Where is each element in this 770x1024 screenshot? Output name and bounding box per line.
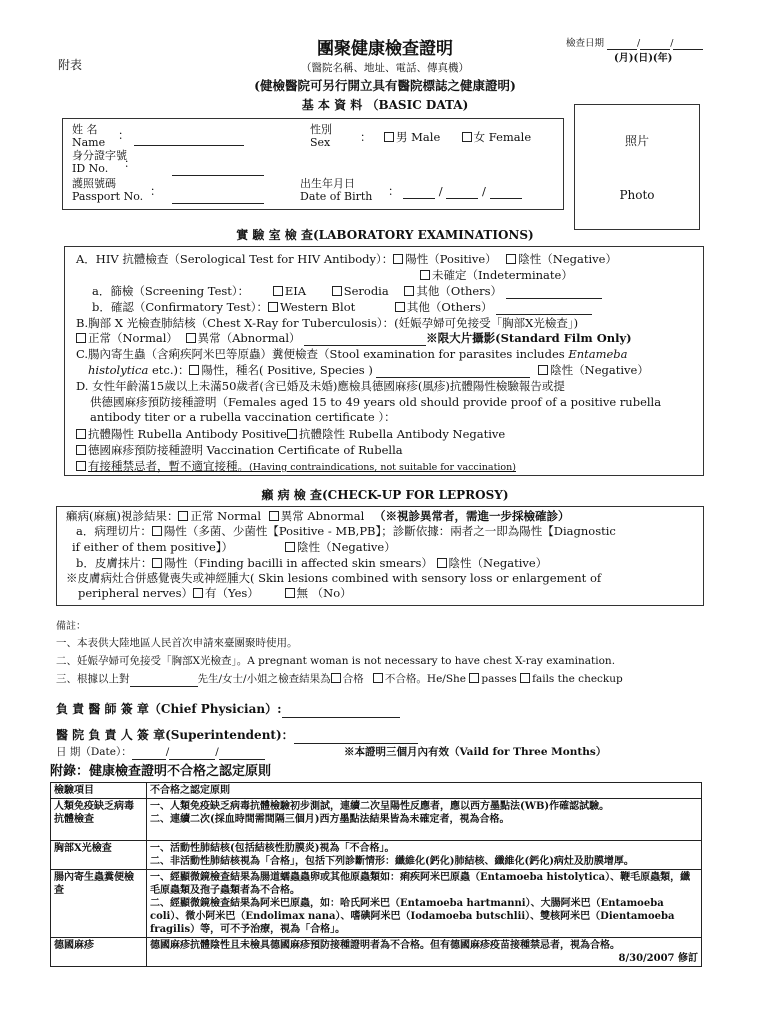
exam-date-month-field[interactable] [607,49,637,50]
table-cell-criteria: 一、經顯微鏡檢查結果為腸道蠕蟲蟲卵或其他原蟲類如：痢疾阿米巴原蟲（Entamoeba histolytica）、鞭毛原蟲類，纖毛原蟲類及孢子蟲類者為不合格。 二、經顯微鏡檢查結果為阿米巴原蟲，如：哈氏阿米巴（Entamoeba hartmanni）、大腸阿米巴（Entamoeba coli）、微小阿米巴（Endolimax nana）、嗜碘阿米巴（Iodamoeba butschlii）、雙核阿米巴（Dientamoeba fragilis）等，可不予治療，視為「合格」。 [147,870,702,938]
note-1: 一、本表供大陸地區人民首次申請來臺團聚時使用。 [56,637,298,649]
rubella-contraindication-checkbox[interactable] [76,461,86,471]
leprosy-title: 癩 病 檢 查(CHECK-UP FOR LEPROSY) [261,488,509,502]
stool-negative-checkbox[interactable] [538,365,548,375]
basic-data-title: 基 本 資 料 （BASIC DATA) [301,98,469,112]
validity-note: ※本證明三個月內有效（Vaild for Three Months） [344,746,607,758]
superintendent-signature-field[interactable] [294,731,418,744]
notes-title: 備註： [56,621,86,632]
name-label: 姓 名 Name [72,123,106,149]
photo-box[interactable] [574,104,700,230]
result-pass-checkbox[interactable] [331,673,341,683]
sign-date-day-field[interactable] [169,759,215,760]
fails-checkbox[interactable] [520,673,530,683]
table-row [51,870,702,938]
biopsy-positive-checkbox[interactable] [152,526,162,536]
table-cell-criteria: 一、人類免疫缺乏病毒抗體檢驗初步測試，連續二次呈陽性反應者，應以西方墨點法(WB)作確認試驗。 二、連續二次(採血時間需間隔三個月)西方墨點法結果皆為未確定者，視為合格。 [147,799,702,841]
xray-abnormal-field[interactable] [304,345,426,346]
hiv-negative-checkbox[interactable] [506,254,516,264]
exam-date: 檢查日期 / / [566,38,703,50]
table-header-criteria: 不合格之認定原則 [147,783,702,799]
photo-label-en: Photo [619,188,655,202]
note-3: 三、根據以上對 先生/女士/小姐之檢查結果為 合格 不合格。He/She passes fails the checkup [56,673,623,685]
dob-month-field[interactable] [403,198,435,199]
hiv-positive-checkbox[interactable] [393,254,403,264]
sex-label: 性別 Sex [310,123,332,149]
serodia-checkbox[interactable] [332,286,342,296]
table-cell-criteria: 德國麻疹抗體陰性且未檢具德國麻疹預防接種證明者為不合格。但有德國麻疹疫苗接種禁忌者，視為合格。 8/30/2007 修訂 [147,938,702,967]
screen-others-checkbox[interactable] [404,286,414,296]
rubella-positive-checkbox[interactable] [76,429,86,439]
western-blot-checkbox[interactable] [268,302,278,312]
stool-species-field[interactable] [376,377,530,378]
physician-signature-field[interactable] [282,705,400,718]
result-fail-checkbox[interactable] [373,673,383,683]
leprosy-normal-checkbox[interactable] [178,511,188,521]
dob-day-field[interactable] [446,198,478,199]
table-row [51,841,702,870]
table-row [51,799,702,841]
table-row [51,938,702,967]
table-cell-criteria: 一、活動性肺結核(包括結核性肋膜炎)視為「不合格」。 二、非活動性肺結核視為「合格」，包括下列診斷情形：纖維化(鈣化)肺結核、纖維化(鈣化)病灶及肋膜增厚。 [147,841,702,870]
male-checkbox[interactable] [384,132,394,142]
passport-field[interactable] [172,190,264,204]
exam-date-day-field[interactable] [640,49,670,50]
subtitle: (健檢醫院可另行開立具有醫院標誌之健康證明) [254,78,516,93]
name-field[interactable] [134,132,244,146]
eia-checkbox[interactable] [273,286,283,296]
exam-date-year-field[interactable] [673,49,703,50]
revision-date: 8/30/2007 修訂 [618,953,698,964]
page-title: 團聚健康檢查證明 [317,39,453,59]
sign-date: 日 期（Date）： / / [56,746,265,760]
confirm-others-field[interactable] [496,314,592,315]
id-label: 身分證字號 ID No. [72,149,127,175]
female-checkbox[interactable] [462,132,472,142]
table-cell-item: 腸內寄生蟲糞便檢查 [51,870,147,938]
passes-checkbox[interactable] [469,673,479,683]
biopsy-negative-checkbox[interactable] [285,542,295,552]
table-cell-item: 人類免疫缺乏病毒抗體檢查 [51,799,147,841]
sign-date-year-field[interactable] [219,759,265,760]
hospital-info-note: （醫院名稱、地址、電話、傳真機） [301,62,469,74]
rubella-vaccination-checkbox[interactable] [76,445,86,455]
xray-normal-checkbox[interactable] [76,333,86,343]
table-cell-item: 德國麻疹 [51,938,147,967]
criteria-table [50,782,702,967]
smear-positive-checkbox[interactable] [152,558,162,568]
xray-abnormal-checkbox[interactable] [186,333,196,343]
note-2: 二、妊娠孕婦可免接受「胸部X光檢查」。A pregnant woman is not necessary to have chest X-ray examination. [56,655,616,667]
id-field[interactable] [172,162,264,176]
examinee-name-field[interactable] [130,686,198,687]
table-header-row [51,783,702,799]
attachment-label: 附表 [58,58,83,72]
passport-label: 護照號碼 Passport No. [72,177,144,203]
stool-positive-checkbox[interactable] [189,365,199,375]
lesion-no-checkbox[interactable] [285,588,295,598]
superintendent-signature: 醫 院 負 責 人 簽 章(Superintendent)： [56,728,418,744]
date-units: (月)(日)(年) [614,53,673,64]
photo-label-zh: 照片 [624,134,649,148]
table-header-item: 檢驗項目 [51,783,147,799]
sign-date-month-field[interactable] [132,759,166,760]
table-cell-item: 胸部X光檢查 [51,841,147,870]
lesion-yes-checkbox[interactable] [193,588,203,598]
appendix-title: 附錄：健康檢查證明不合格之認定原則 [50,764,272,779]
rubella-negative-checkbox[interactable] [287,429,297,439]
hiv-indeterminate-checkbox[interactable] [420,270,430,280]
screen-others-field[interactable] [506,298,602,299]
confirm-others-checkbox[interactable] [395,302,405,312]
physician-signature: 負 責 醫 師 簽 章（Chief Physician）: [56,702,400,718]
dob-year-field[interactable] [490,198,522,199]
lab-title: 實 驗 室 檢 查(LABORATORY EXAMINATIONS) [236,228,534,242]
sex-options: 男 Male 女 Female [384,130,531,145]
smear-negative-checkbox[interactable] [437,558,447,568]
dob-label: 出生年月日 Date of Birth [300,177,373,203]
leprosy-abnormal-checkbox[interactable] [269,511,279,521]
